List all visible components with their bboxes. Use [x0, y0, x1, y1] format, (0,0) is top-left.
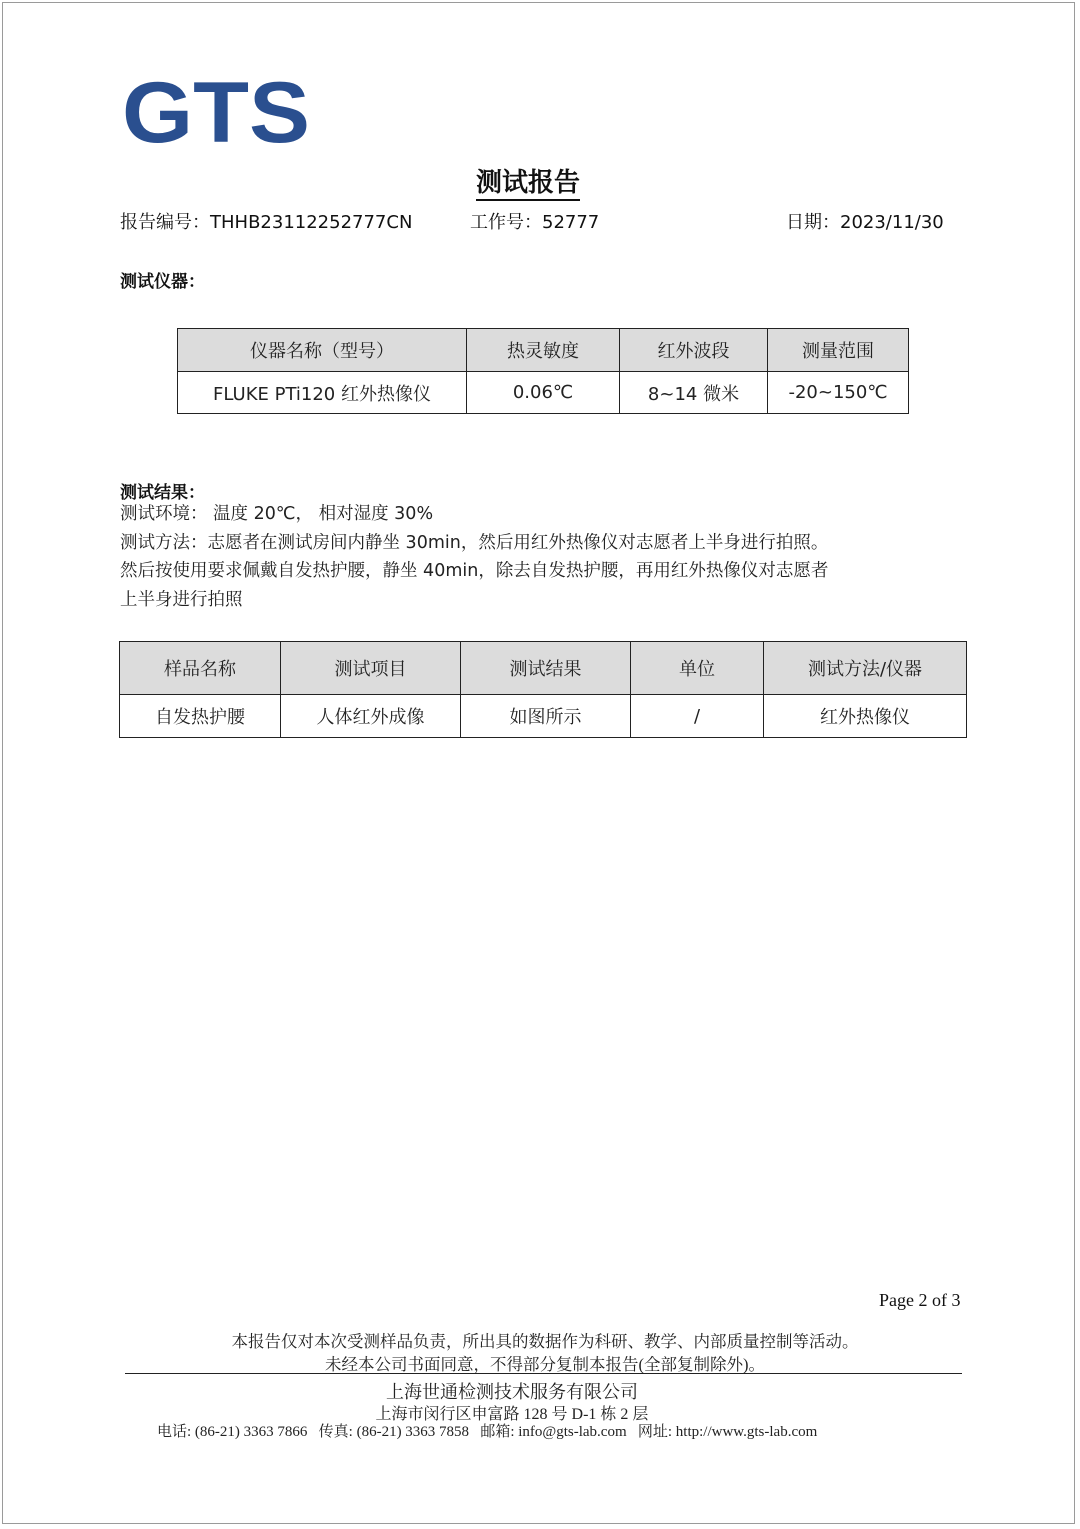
band-cell: 8~14 微米 — [620, 372, 768, 414]
test-item-cell: 人体红外成像 — [281, 695, 461, 738]
results-header-cell: 测试方法/仪器 — [764, 642, 967, 695]
test-description — [120, 500, 828, 614]
method-line: 测试方法：志愿者在测试房间内静坐 30min，然后用红外热像仪对志愿者上半身进行拍照。 — [120, 532, 829, 553]
instruments-table — [177, 328, 909, 414]
company-name: 上海世通检测技术服务有限公司 — [386, 1382, 638, 1402]
results-row — [120, 695, 967, 738]
instrument-name-cell: FLUKE PTi120 红外热像仪 — [178, 372, 467, 414]
results-header-cell: 样品名称 — [120, 642, 281, 695]
sample-name-cell: 自发热护腰 — [120, 695, 281, 738]
sensitivity-cell: 0.06℃ — [467, 372, 620, 414]
test-method-cell: 红外热像仪 — [764, 695, 967, 738]
results-header-cell: 测试结果 — [461, 642, 631, 695]
instruments-header-cell: 仪器名称（型号） — [178, 329, 467, 372]
results-header-cell: 单位 — [631, 642, 764, 695]
instruments-heading: 测试仪器： — [120, 272, 205, 292]
test-result-cell: 如图所示 — [461, 695, 631, 738]
instruments-header-cell: 测量范围 — [768, 329, 909, 372]
instruments-row — [178, 372, 909, 414]
results-header-row — [120, 642, 967, 695]
page-number: Page 2 of 3 — [879, 1290, 961, 1310]
email[interactable]: 邮箱: info@gts-lab.com — [480, 1424, 627, 1440]
results-header-cell: 测试项目 — [281, 642, 461, 695]
disclaimer-line: 未经本公司书面同意，不得部分复制本报告(全部复制除外)。 — [325, 1355, 765, 1374]
report-date: 日期：2023/11/30 — [786, 212, 944, 233]
company-address: 上海市闵行区申富路 128 号 D-1 栋 2 层 — [375, 1406, 649, 1423]
test-environment: 测试环境： 温度 20℃， 相对湿度 30% — [120, 504, 434, 524]
instruments-header-cell: 热灵敏度 — [467, 329, 620, 372]
report-number: 报告编号：THHB23112252777CN — [120, 212, 413, 233]
results-heading: 测试结果： — [120, 483, 205, 503]
contact-line — [157, 1420, 817, 1441]
gts-logo — [122, 76, 312, 148]
phone: 电话: (86-21) 3363 7866 — [157, 1424, 308, 1440]
method-line: 然后按使用要求佩戴自发热护腰，静坐 40min，除去自发热护腰，再用红外热像仪对志愿者 — [120, 561, 829, 582]
footer-divider — [125, 1373, 962, 1374]
logo-text: GTS — [122, 76, 310, 148]
fax: 传真: (86-21) 3363 7858 — [318, 1424, 470, 1440]
results-table — [119, 641, 967, 738]
report-title: 测试报告 — [0, 162, 1056, 199]
disclaimer-line: 本报告仅对本次受测样品负责，所出具的数据作为科研、教学、内部质量控制等活动。 — [231, 1332, 859, 1351]
method-line: 上半身进行拍照 — [120, 589, 243, 610]
job-number: 工作号：52777 — [470, 212, 600, 233]
unit-cell: / — [631, 695, 764, 738]
instruments-header-cell: 红外波段 — [620, 329, 768, 372]
instruments-header-row — [178, 329, 909, 372]
range-cell: -20~150℃ — [768, 372, 909, 414]
website[interactable]: 网址: http://www.gts-lab.com — [637, 1424, 818, 1440]
